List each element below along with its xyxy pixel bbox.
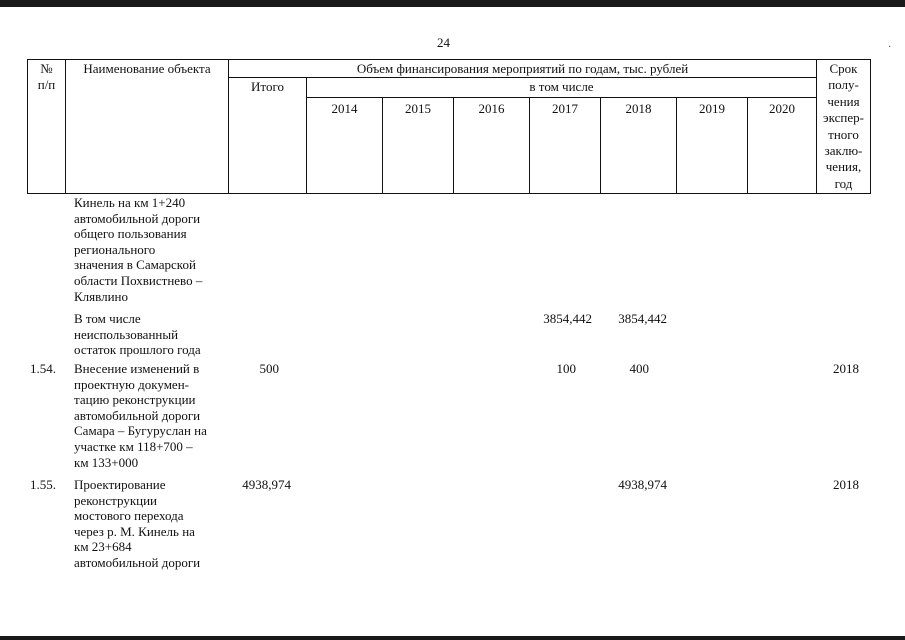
name-line: км 23+684: [74, 539, 132, 555]
row-number: 1.55.: [30, 477, 56, 492]
name-line: Проектирование: [74, 477, 166, 492]
header-num-symbol: №: [40, 61, 53, 76]
name-line: Внесение изменений в: [74, 361, 200, 376]
name-line: неиспользованный: [74, 326, 179, 342]
value-2017: 3854,442: [543, 311, 592, 326]
header-year: 2014: [331, 101, 358, 116]
header-deadline-line: чения: [827, 93, 860, 109]
name-line: Кинель на км 1+240: [74, 195, 186, 210]
name-line: Самара – Бугуруслан на: [74, 423, 207, 439]
header-top-line: [27, 59, 871, 60]
name-line: мостового перехода: [74, 508, 184, 524]
header-num: [28, 61, 65, 93]
name-line: регионального: [74, 241, 156, 257]
name-line: остаток прошлого года: [74, 342, 201, 358]
value-deadline: 2018: [833, 477, 859, 492]
header-num-label: п/п: [37, 77, 56, 92]
header-deadline-line: тного: [828, 126, 859, 142]
name-line: В том числе: [74, 311, 141, 326]
header-total: Итого: [251, 79, 284, 94]
header-deadline-line: чения,: [825, 159, 862, 175]
header-deadline-line: Срок: [829, 61, 858, 76]
object-name: [74, 361, 207, 470]
value-2018: 4938,974: [618, 477, 667, 492]
name-line: общего пользования: [74, 226, 187, 242]
name-line: участке км 118+700 –: [74, 438, 193, 454]
value-deadline: 2018: [833, 361, 859, 376]
object-name: [74, 477, 200, 571]
header-deadline-line: заклю-: [824, 143, 863, 159]
name-line: тацию реконструкции: [74, 392, 196, 408]
scan-top-border: [0, 0, 905, 7]
value-total: 500: [259, 361, 279, 376]
name-line: значения в Самарской: [74, 257, 196, 273]
name-line: автомобильной дороги: [74, 554, 201, 570]
value-2018: 400: [629, 361, 649, 376]
header-year: 2018: [625, 101, 652, 116]
name-line: автомобильной дороги: [74, 210, 201, 226]
col-line: [65, 59, 66, 194]
header-deadline-line: экспер-: [823, 110, 864, 126]
col-line: [870, 59, 871, 194]
header-year: 2020: [769, 101, 795, 116]
scan-bottom-border: [0, 636, 905, 640]
name-line: км 133+000: [74, 454, 139, 470]
header-deadline-line: полу-: [828, 77, 859, 93]
object-name: [74, 195, 202, 304]
value-2018: 3854,442: [618, 311, 667, 326]
header-bottom-line: [27, 193, 871, 194]
header-name: Наименование объекта: [83, 61, 211, 76]
page-number: 24: [437, 35, 450, 50]
header-year: 2017: [552, 101, 578, 116]
header-year: 2019: [699, 101, 725, 116]
name-line: через р. М. Кинель на: [74, 523, 195, 539]
header-volume-underline: [228, 77, 816, 78]
value-total: 4938,974: [242, 477, 291, 492]
header-deadline-line: год: [834, 175, 853, 191]
name-line: Клявлино: [74, 288, 129, 304]
name-line: реконструкции: [74, 492, 158, 508]
header-deadline: [817, 61, 870, 192]
header-including: в том числе: [529, 79, 594, 94]
value-2017: 100: [556, 361, 576, 376]
header-year: 2016: [478, 101, 505, 116]
header-volume: Объем финансирования мероприятий по годам, тыс. рублей: [356, 61, 689, 76]
name-line: проектную докумен-: [74, 376, 189, 392]
name-line: области Похвистнево –: [74, 272, 203, 288]
scan-mark: ·: [888, 42, 892, 53]
row-number: 1.54.: [30, 361, 56, 376]
header-year: 2015: [405, 101, 431, 116]
object-name: [74, 311, 201, 358]
name-line: автомобильной дороги: [74, 407, 201, 423]
